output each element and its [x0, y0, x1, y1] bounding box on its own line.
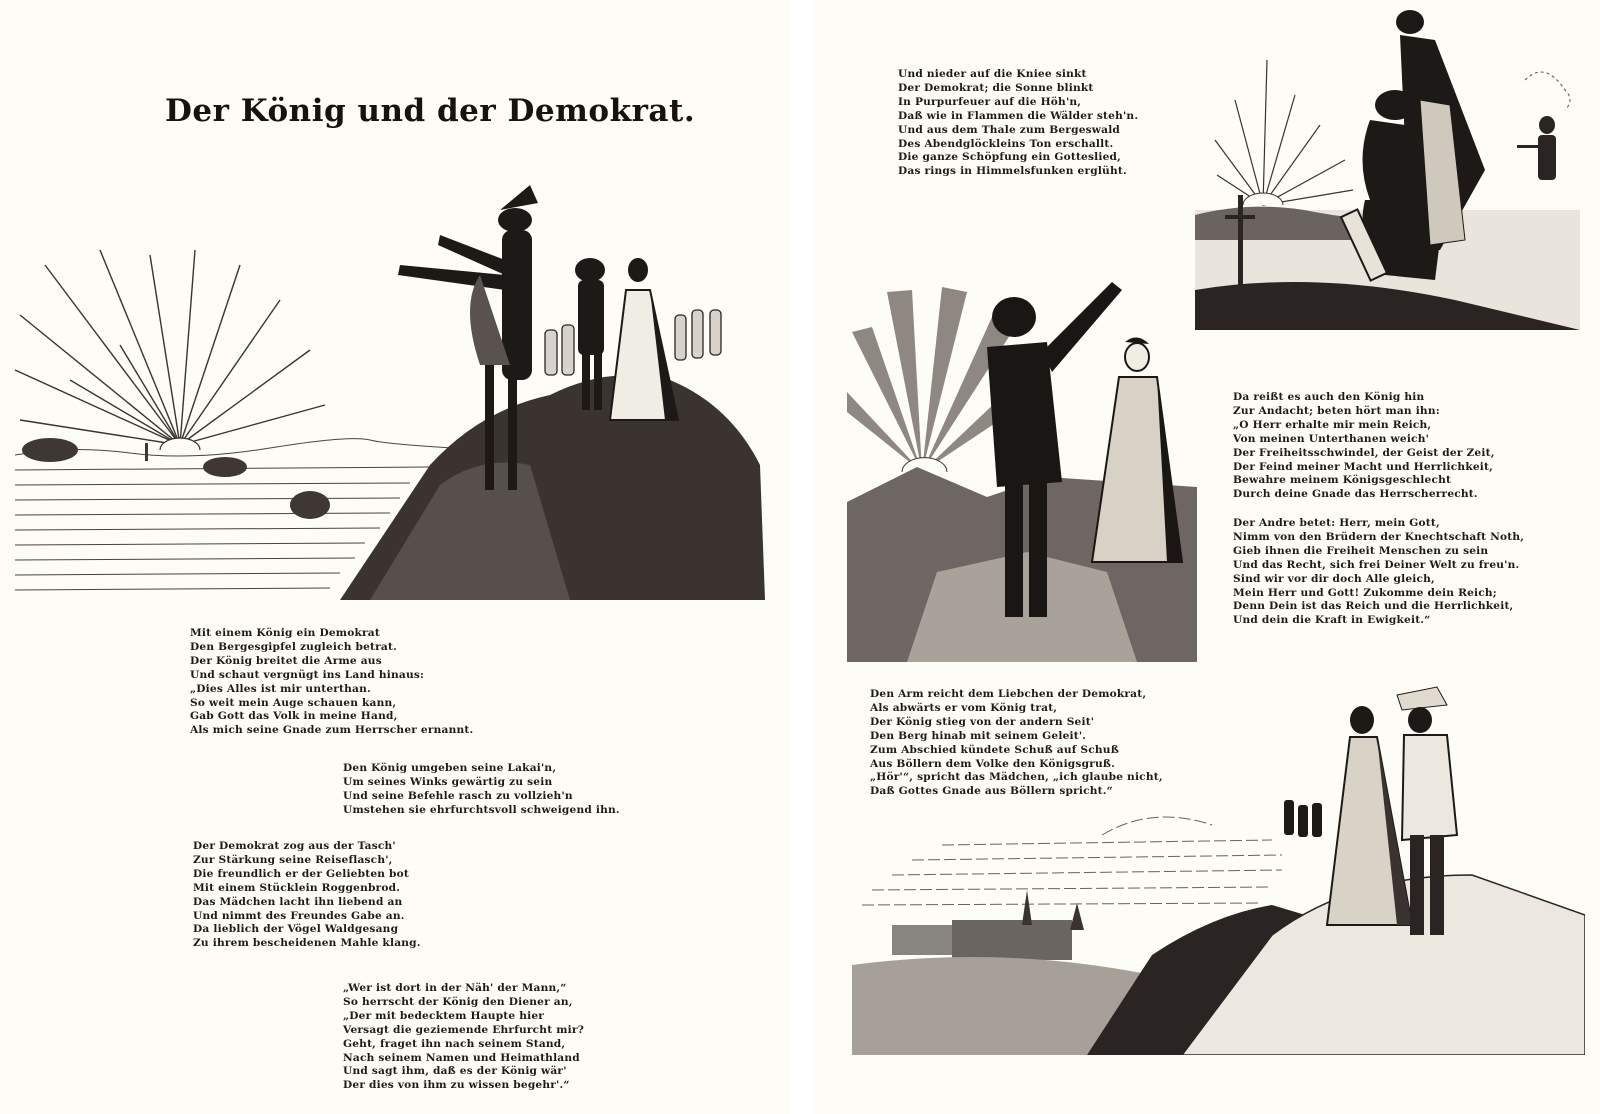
verse-line: Aus Böllern dem Volke den Königsgruß.	[870, 757, 1116, 770]
illustration-democrat-salute	[847, 272, 1197, 662]
verse-line: Zur Andacht; beten hört man ihn:	[1233, 404, 1440, 417]
verse-line: Da lieblich der Vögel Waldgesang	[193, 923, 399, 936]
verse-line: Der König stieg von der andern Seit'	[870, 715, 1095, 728]
verse-line: Der Freiheitsschwindel, der Geist der Zeit,	[1233, 446, 1495, 459]
verse-line: Und nieder auf die Kniee sinkt	[898, 68, 1087, 80]
left-page	[0, 0, 790, 1114]
verse-line: Sind wir vor dir doch Alle gleich,	[1233, 572, 1435, 585]
verse-line: Und aus dem Thale zum Bergeswald	[898, 123, 1121, 136]
verse-line: Den Bergesgipfel zugleich betrat.	[190, 640, 397, 653]
verse-line: In Purpurfeuer auf die Höh'n,	[898, 95, 1082, 108]
verse-line: Nimm von den Brüdern der Knechtschaft Noth,	[1233, 530, 1525, 543]
page-title: Der König und der Demokrat.	[165, 92, 696, 129]
stanza-3	[193, 840, 421, 951]
couple-descending-engraving	[852, 675, 1585, 1055]
trees	[22, 438, 330, 519]
verse-line: Daß Gottes Gnade aus Böllern spricht.“	[870, 785, 1113, 798]
verse-line: Der dies von ihm zu wissen begehr'.“	[343, 1079, 570, 1092]
stanza-1	[190, 627, 473, 738]
verse-line: Mit einem Stücklein Roggenbrod.	[193, 881, 401, 894]
sun-icon	[160, 438, 200, 450]
verse-line: Als mich seine Gnade zum Herrscher ernannt.	[190, 724, 474, 737]
verse-line: Der Feind meiner Macht und Herrlichkeit,	[1233, 460, 1494, 473]
verse-line: Zur Stärkung seine Reiseflasch',	[193, 853, 393, 866]
town	[892, 890, 1084, 960]
verse-line: Mein Herr und Gott! Zukomme dein Reich;	[1233, 586, 1497, 599]
verse-line: „Der mit bedecktem Haupte hier	[343, 1009, 545, 1022]
verse-line: Und seine Befehle rasch zu vollzieh'n	[343, 789, 573, 802]
verse-line: „Wer ist dort in der Näh' der Mann,“	[343, 982, 567, 994]
verse-line: Denn Dein ist das Reich und die Herrlichkeit,	[1233, 600, 1514, 613]
verse-line: Versagt die geziemende Ehrfurcht mir?	[343, 1023, 585, 1036]
verse-line: Zum Abschied kündete Schuß auf Schuß	[870, 743, 1119, 756]
verse-line: Des Abendglöckleins Ton erschallt.	[898, 137, 1114, 150]
verse-line: Der Andre betet: Herr, mein Gott,	[1233, 517, 1440, 529]
page-gutter	[790, 0, 815, 1114]
democrat-salute-engraving	[847, 272, 1197, 662]
right-page	[815, 0, 1600, 1114]
verse-line: Und schaut vergnügt ins Land hinaus:	[190, 668, 425, 681]
verse-line: Umstehen sie ehrfurchtsvoll schweigend ihn.	[343, 803, 620, 816]
verse-line: Und sagt ihm, daß es der König wär'	[343, 1065, 567, 1078]
verse-line: Der Demokrat zog aus der Tasch'	[193, 840, 396, 852]
stanza-4	[343, 982, 584, 1093]
stanza-6	[1233, 391, 1495, 502]
illustration-king-on-hill	[10, 165, 765, 600]
verse-line: Und das Recht, sich frei Deiner Welt zu freu'n.	[1233, 558, 1520, 571]
verse-line: Der Demokrat; die Sonne blinkt	[898, 81, 1094, 94]
verse-line: Durch deine Gnade das Herrscherrecht.	[1233, 488, 1478, 501]
verse-line: Den König umgeben seine Lakai'n,	[343, 762, 557, 774]
illustration-couple-descending	[852, 675, 1585, 1055]
verse-line: Das Mädchen lacht ihn liebend an	[193, 895, 403, 908]
retinue	[1284, 800, 1322, 837]
verse-line: Und dein die Kraft in Ewigkeit.“	[1233, 614, 1431, 627]
verse-line: „Dies Alles ist mir unterthan.	[190, 682, 371, 695]
verse-line: Um seines Winks gewärtig zu sein	[343, 775, 553, 788]
verse-line: Daß wie in Flammen die Wälder steh'n.	[898, 109, 1139, 122]
verse-line: Die ganze Schöpfung ein Gotteslied,	[898, 151, 1122, 164]
maiden-figure	[610, 258, 678, 420]
verse-line: Da reißt es auch den König hin	[1233, 391, 1425, 403]
maiden-figure	[1092, 337, 1182, 562]
stanza-5	[898, 68, 1138, 179]
verse-line: So weit mein Auge schauen kann,	[190, 696, 397, 709]
sky-lines	[862, 817, 1282, 905]
sunset-rays-icon	[1215, 60, 1353, 205]
verse-line: Zu ihrem bescheidenen Mahle klang.	[193, 937, 421, 950]
illustration-king-praying	[1195, 0, 1580, 330]
verse-line: Den Arm reicht dem Liebchen der Demokrat,	[870, 688, 1147, 700]
verse-line: Den Berg hinab mit seinem Geleit'.	[870, 729, 1087, 742]
verse-line: Und nimmt des Freundes Gabe an.	[193, 909, 405, 922]
verse-line: Nach seinem Namen und Heimathland	[343, 1051, 580, 1064]
verse-line: Geht, fraget ihn nach seinem Stand,	[343, 1037, 566, 1050]
verse-line: Mit einem König ein Demokrat	[190, 627, 380, 639]
stanza-2	[343, 762, 620, 818]
verse-line: Gab Gott das Volk in meine Hand,	[190, 710, 398, 723]
verse-line: „O Herr erhalte mir mein Reich,	[1233, 418, 1432, 431]
verse-line: Als abwärts er vom König trat,	[870, 701, 1058, 714]
maiden-figure	[1327, 706, 1412, 925]
verse-line: So herrscht der König den Diener an,	[343, 995, 573, 1008]
verse-line: Bewahre meinem Königsgeschlecht	[1233, 474, 1452, 487]
sunrise-rays-icon	[15, 250, 325, 445]
verse-line: Der König breitet die Arme aus	[190, 654, 382, 667]
king-praying-engraving	[1195, 0, 1580, 330]
verse-line: Das rings in Himmelsfunken erglüht.	[898, 165, 1127, 178]
verse-line: Von meinen Unterthanen weich'	[1233, 432, 1430, 445]
verse-line: „Hör'“, spricht das Mädchen, „ich glaube nicht,	[870, 771, 1163, 784]
verse-line: Die freundlich er der Geliebten bot	[193, 867, 410, 880]
stanza-7	[1233, 517, 1524, 628]
king-on-hill-engraving	[10, 165, 765, 600]
soldier-figure	[1517, 116, 1556, 180]
verse-line: Gieb ihnen die Freiheit Menschen zu sein	[1233, 544, 1489, 557]
